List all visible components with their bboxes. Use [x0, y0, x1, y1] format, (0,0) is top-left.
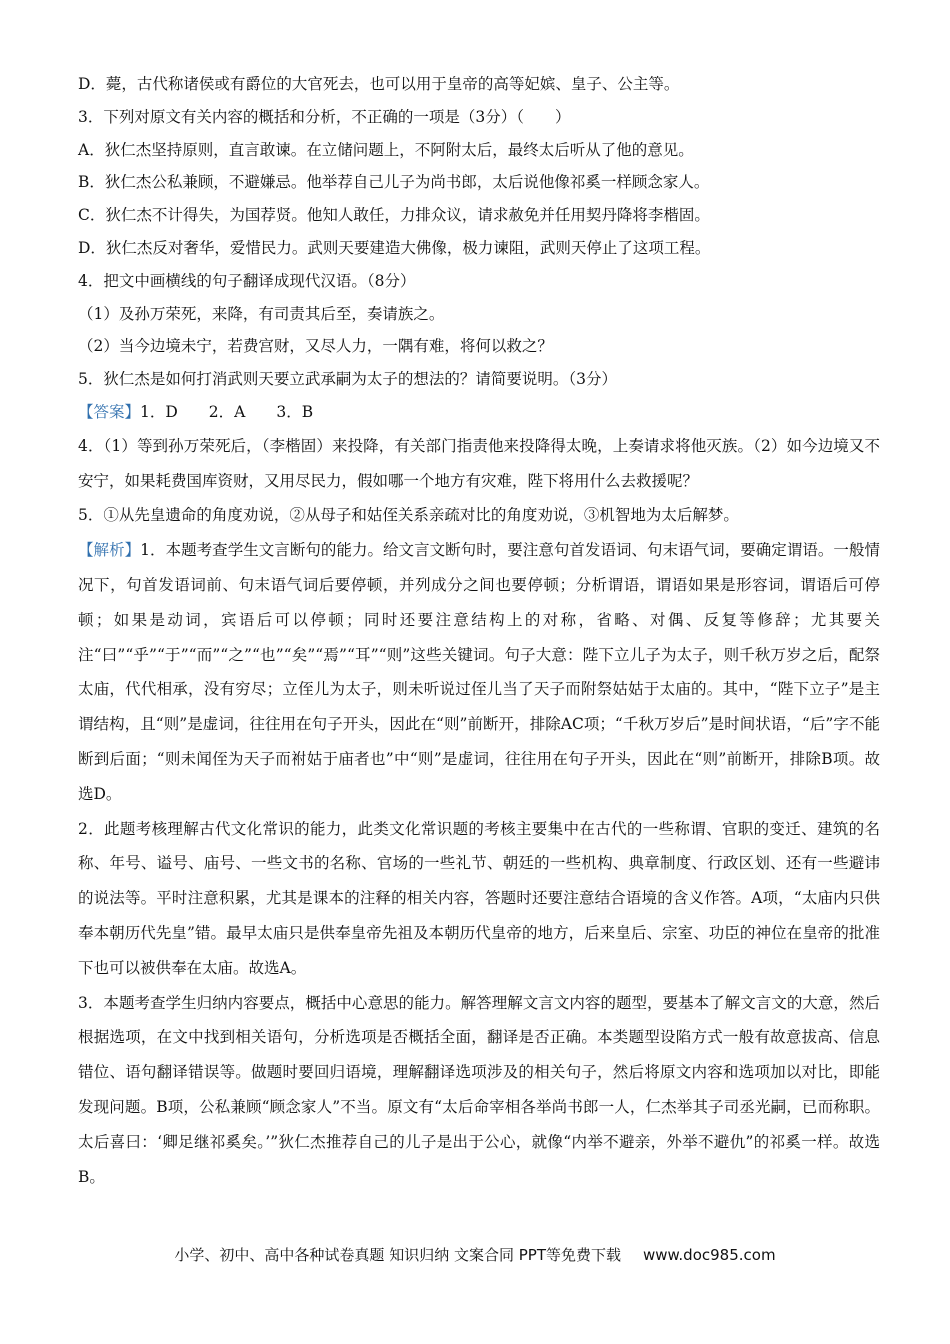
- analysis-q1: [78, 533, 880, 811]
- analysis-q3: 3．本题考查学生归纳内容要点，概括中心意思的能力。解答理解文言文内容的题型，要基本了解文言文的大意，然后根据选项，在文中找到相关语句，分析选项是否概括全面，翻译是否正确。本类题型设陷方式一般有故意拔高、信息错位、语句翻译错误等。做题时要回归语境，理解翻译选项涉及的相关句子，然后将原文内容和选项加以对比，即能发现问题。B项，公私兼顾“顾念家人”不当。原文有“太后命宰相各举尚书郎一人，仁杰举其子司丞光嗣，已而称职。太后喜曰：‘卿足继祁奚矣。’”狄仁杰推荐自己的儿子是出于公心，就像“内举不避亲，外举不避仇”的祁奚一样。故选B。: [78, 993, 880, 1186]
- page-footer: [0, 1244, 950, 1265]
- analysis-q2: 2．此题考核理解古代文化常识的能力，此类文化常识题的考核主要集中在古代的一些称谓、官职的变迁、建筑的名称、年号、谥号、庙号、一些文书的名称、官场的一些礼节、朝廷的一些机构、典章制度、行政区划、还有一些避讳的说法等。平时注意积累，尤其是课本的注释的相关内容，答题时还要注意结合语境的含义作答。A项，“太庙内只供奉本朝历代先皇”错。最早太庙只是供奉皇帝先祖及本朝历代皇帝的地方，后来皇后、宗室、功臣的神位在皇帝的批准下也可以被供奉在太庙。故选A。: [78, 819, 880, 977]
- option-d-q3: D．狄仁杰反对奢华，爱惜民力。武则天要建造大佛像，极力谏阻，武则天停止了这项工程。: [78, 238, 711, 257]
- question-5: 5．狄仁杰是如何打消武则天要立武承嗣为太子的想法的？请简要说明。（3分）: [78, 370, 617, 389]
- answer-q4: 4．（1）等到孙万荣死后，（李楷固）来投降，有关部门指责他来投降得太晚，上奏请求将他灭族。（2）如今边境又不安宁，如果耗费国库资财，又用尽民力，假如哪一个地方有灾难，陛下将用什么去救援呢？: [78, 436, 880, 490]
- option-a-q3: A．狄仁杰坚持原则，直言敢谏。在立储问题上，不阿附太后，最终太后听从了他的意见。: [78, 140, 694, 159]
- answer-text: 1．D 2．A 3．B: [140, 402, 314, 421]
- analysis-label: 【解析】: [78, 541, 141, 560]
- option-d-q2: D．薨，古代称诸侯或有爵位的大官死去，也可以用于皇帝的高等妃嫔、皇子、公主等。: [78, 75, 680, 93]
- answer-label: 【答案】: [78, 402, 141, 421]
- question-4-part-2: （2）当今边境未宁，若费宫财，又尽人力，一隅有难，将何以救之？: [78, 337, 553, 356]
- footer-url[interactable]: www.doc985.com: [642, 1246, 776, 1264]
- answer-line: [78, 396, 880, 429]
- question-4-part-1: （1）及孙万荣死，来降，有司责其后至，奏请族之。: [78, 304, 445, 323]
- question-4: 4．把文中画横线的句子翻译成现代汉语。（8分）: [78, 271, 416, 290]
- option-c-q3: C．狄仁杰不计得失，为国荐贤。他知人敢任，力排众议，请求赦免并任用契丹降将李楷固。: [78, 206, 710, 225]
- question-3: 3．下列对原文有关内容的概括和分析，不正确的一项是（3分）（ ）: [78, 107, 571, 126]
- option-b-q3: B．狄仁杰公私兼顾，不避嫌忌。他举荐自己儿子为尚书郎，太后说他像祁奚一样顾念家人。: [78, 173, 710, 192]
- answer-q5: 5．①从先皇遗命的角度劝说，②从母子和姑侄关系亲疏对比的角度劝说，③机智地为太后解梦。: [78, 506, 739, 525]
- analysis-q1-text: 1．本题考查学生文言断句的能力。给文言文断句时，要注意句首发语词、句末语气词，要确定谓语。一般情况下，句首发语词前、句末语气词后要停顿，并列成分之间也要停顿；分析谓语，谓语如果是形容词，谓语后可停顿；如果是动词，宾语后可以停顿；同时还要注意结构上的对称，省略、对偶、反复等修辞；尤其要关注“曰”“乎”“于”“而”“之”“也”“矣”“焉”“耳”“则”这些关键词。句子大意：陛下立儿子为太子，则千秋万岁之后，配祭太庙，代代相承，没有穷尽；立侄儿为太子，则未听说过侄儿当了天子而附祭姑姑于太庙的。其中，“陛下立子”是主谓结构，且“则”是虚词，往往用在句子开头，因此在“则”前断开，排除AC项；“千秋万岁后”是时间状语，“后”字不能断到后面；“则未闻侄为天子而祔姑于庙者也”中“则”是虚词，往往用在句子开头，因此在“则”前断开，排除B项。故选D。: [78, 541, 880, 803]
- footer-text: 小学、初中、高中各种试卷真题 知识归纳 文案合同 PPT等免费下载: [174, 1246, 621, 1264]
